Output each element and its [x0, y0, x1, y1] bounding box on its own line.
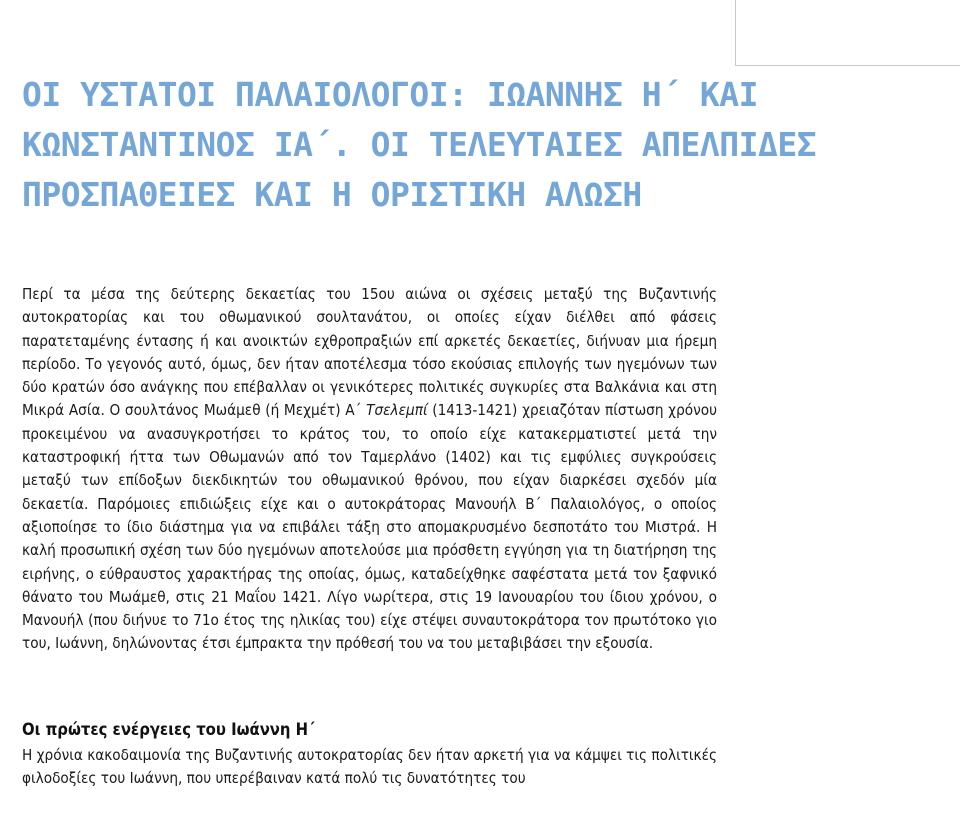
- crop-mark-vertical: [735, 0, 736, 65]
- chapter-title: [22, 70, 817, 220]
- section-paragraph: Η χρόνια κακοδαιμονία της Βυζαντινής αυτοκρατορίας δεν ήταν αρκετή για να κάμψει τις πολιτικές φιλοδοξίες του Ιωάννη, που υπερέβαιναν κατά πολύ τις δυνατότητες του: [22, 746, 717, 788]
- paragraph-text: Περί τα μέσα της δεύτερης δεκαετίας του 15ου αιώνα οι σχέσεις μεταξύ της Βυζαντινής αυτοκρατορίας και του οθωμανικού σουλτανάτου, οι οποίες είχαν διέλθει από φάσεις παρατεταμένης έντασης ή και ανοικτών εχθροπραξιών επί αρκετές δεκαετίες, διήνυαν μια ήρεμη περίοδο. Το γεγονός αυτό, όμως, δεν ήταν αποτέλεσμα τόσο εκούσιας επιλογής των ηγεμόνων των δύο κρατών όσο ανάγκης που επέβαλλαν οι γενικότερες πολιτικές συγκυρίες στα Βαλκάνια και στη Μικρά Ασία. Ο σουλτάνος Μωάμεθ (ή Μεχμέτ) Α΄: [22, 285, 717, 420]
- intro-paragraph: [22, 283, 717, 656]
- italic-epithet: Τσελεμπί: [366, 401, 428, 420]
- chapter-title-line: ΟΙ ΥΣΤΑΤΟΙ ΠΑΛΑΙΟΛΟΓΟΙ: ΙΩΑΝΝΗΣ Η΄ ΚΑΙ: [22, 75, 758, 114]
- chapter-title-line: ΚΩΝΣΤΑΝΤΙΝΟΣ ΙΑ΄. ΟΙ ΤΕΛΕΥΤΑΙΕΣ ΑΠΕΛΠΙΔΕΣ: [22, 125, 817, 164]
- paragraph-text: (1413-1421) χρειαζόταν πίστωση χρόνου προκειμένου να ανασυγκροτήσει το κράτος του, το οποίο είχε κατακερματιστεί μετά την καταστροφική ήττα των Οθωμανών από τον Ταμερλάνο (1402) και τις εμφύλιες συγκρούσεις μεταξύ των επίδοξων διεκδικητών του οθωμανικού θρόνου, που είχαν διαρκέσει σχεδόν μία δεκαετία. Παρόμοιες επιδιώξεις είχε και ο αυτοκράτορας Μανουήλ Β΄ Παλαιολόγος, ο οποίος αξιοποίησε το ίδιο διάστημα για να επιβάλει τάξη στο απομακρυσμένο δεσποτάτο του Μιστρά. Η καλή προσωπική σχέση των δύο ηγεμόνων αποτελούσε μια πρόσθετη εγγύηση για τη διατήρηση της ειρήνης, ο εύθραυστος χαρακτήρας της οποίας, όμως, καταδείχθηκε σαφέστατα μετά τον ξαφνικό θάνατο του Μωάμεθ, στις 21 Μαΐου 1421. Λίγο νωρίτερα, στις 19 Ιανουαρίου του ίδιου χρόνου, ο Μανουήλ (που διήνυε το 71ο έτος της ηλικίας του) είχε στέψει συναυτοκράτορα τον πρωτότοκο γιο του, Ιωάννη, δηλώνοντας έτσι έμπρακτα την πρόθεσή του να του μεταβιβάσει την εξουσία.: [22, 401, 717, 653]
- chapter-title-line: ΠΡΟΣΠΑΘΕΙΕΣ ΚΑΙ Η ΟΡΙΣΤΙΚΗ ΑΛΩΣΗ: [22, 175, 642, 214]
- crop-mark-horizontal: [735, 65, 960, 66]
- section-heading: Οι πρώτες ενέργειες του Ιωάννη Η΄: [22, 720, 315, 739]
